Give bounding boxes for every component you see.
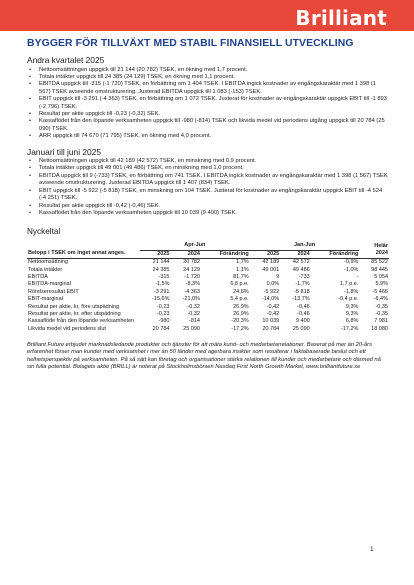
kpi-row-label: Likvida medel vid periodens slut [28,325,106,332]
kpi-cell: -1 720 [184,273,200,280]
kpi-row-label: EBITDA-marginal [28,281,71,288]
kpi-cell: 18 080 [371,325,388,332]
kpi-cell: 24 129 [183,266,200,273]
kpi-cell: -0,32 [187,303,200,310]
kpi-row-label: EBITDA [28,273,48,280]
kpi-cell: 9,3% [345,303,359,310]
kpi-row-label: Nettoomsättning [28,259,69,266]
kpi-cell: 1,7% [236,259,249,266]
kpi-cell: 5,9% [375,281,388,288]
q2-bullet: • EBIT uppgick till -3 291 (-4 363) TSEK, en förbättring om 1 072 TSEK. Justerat för kostnader av engångskaraktär uppgick EBIT till -1 893 (-2 796) TSEK. [27,96,389,111]
kpi-col-header: 2025 [250,250,281,258]
q2-bullet: • Totala intäkter uppgick till 24 385 (24 129) TSEK, en ökning med 1,1 procent. [27,74,389,81]
kpi-cell: -13,7% [292,296,310,303]
kpi-cell: 24,6% [233,288,249,295]
q2-bullet: • Resultat per aktie uppgick till -0,23 (-0,32) SEK. [27,111,389,118]
kpi-cell: -0,42 [266,310,280,317]
kpi-cell: -0,46 [297,303,310,310]
kpi-cell: -0,9% [344,259,359,266]
kpi-cell: -6,4% [373,296,388,303]
kpi-cell: 6,8 p.e. [230,281,249,288]
kpi-row-label: Resultat per aktie, kr, före utspädning [28,303,120,310]
kpi-column-header [27,250,389,258]
kpi-cell: -4 363 [184,288,200,295]
group-helar: Helår [374,242,388,249]
h1-bullet: • Kassaflödet från den löpande verksamheten uppgick till 10 039 (9 400) TSEK. [27,210,389,217]
kpi-cell: 6,8% [345,318,359,325]
kpi-row-label: Kassaflöde från den löpande verksamheten [28,318,135,325]
page-title: BYGGER FÖR TILLVÄXT MED STABIL FINANSIELL UTVECKLING [27,38,354,49]
kpi-row [27,281,389,288]
q2-bullet: • ARR uppgick till 74 670 (71 795) TSEK, en ökning med 4,0 procent. [27,133,389,140]
kpi-cell: -3 291 [153,288,170,295]
kpi-cell: -8,3% [185,281,200,288]
kpi-row [27,318,389,325]
kpi-cell: -5 818 [294,288,310,295]
company-description: Brilliant Future erbjuder marknadsledande produkter och tjänster för att mäta kund- och medarbetarrelationer. Baserat på mer än 20-års erfarenhet förser man kunder med verksamhet i mer än 50 länder med agerbara insikter som resulterar i faktabaserade beslut och ett helhetsperspektiv på verksamheten. På så sätt kan företag och organisationer stärka relationen till kunder och medarbetare och därmed nå sin fulla potential. Bolagets aktie (BRILL) är noterat på Stockholmsbörsen Nasdaq First North Growth Market, www.brilliantfuture.se [27,342,381,371]
kpi-cell: - [356,273,359,280]
kpi-cell: 85 522 [371,259,388,266]
kpi-cell: -17,2% [231,325,249,332]
q2-bullet-list [27,67,389,141]
h1-bullet: • Nettoomsättningen uppgick till 42 189 (42 572) TSEK, en minskning med 0,9 procent. [27,158,389,165]
kpi-cell: 98 445 [371,266,388,273]
kpi-cell: 20 784 [262,325,280,332]
nyckeltal-heading: Nyckeltal [27,227,61,237]
kpi-cell: -5 466 [372,288,388,295]
q2-bullet: • EBITDA uppgick till -315 (-1 720) TSEK, en förbättring om 1 404 TSEK. I EBITDA ingick kostnader av engångskaraktär med 1 398 (1 567) TSEK avseende omstrukturering. Justerad EBITDA uppgick till 1 083 (-153) TSEK. [27,81,389,96]
h1-bullet: • Totala intäkter uppgick till 49 001 (49 486) TSEK, en minskning med 1,0 procent. [27,165,389,172]
kpi-cell: -733 [298,273,310,280]
q2-bullet: • Nettoomsättningen uppgick till 21 144 (20 782) TSEK, en ökning med 1,7 procent. [27,67,389,74]
h1-bullet-list [27,158,389,217]
h1-bullet: • EBIT uppgick till -5 922 (-5 818) TSEK, en minskning om 104 TSEK. Justerat för kostnader av engångskaraktär uppgick EBIT till -4 524 (-4 251) TSEK. [27,188,389,203]
kpi-cell: 25 090 [183,325,200,332]
kpi-cell: -1,0% [344,266,359,273]
kpi-row [27,289,389,296]
report-page [27,38,389,371]
header-band [0,0,414,31]
group-apr-jun: Apr-Jun [140,242,250,250]
kpi-col-header: Förändring [311,250,360,258]
kpi-col-header: Förändring [201,250,250,258]
kpi-cell: -0,23 [156,303,170,310]
group-jan-jun: Jan-Jun [250,242,360,250]
kpi-col-header: Belopp i TSEK om inget annat anges. [27,250,140,258]
kpi-cell: -0,46 [297,310,310,317]
kpi-cell: 1,7 p.e. [340,281,359,288]
kpi-cell: 9 [276,273,280,280]
kpi-cell: -1,7% [295,281,310,288]
kpi-group-header [27,242,389,250]
kpi-cell: 26,9% [233,303,249,310]
kpi-cell: 20 782 [183,259,200,266]
kpi-col-header: 2024 [280,250,311,258]
kpi-row [27,274,389,281]
kpi-row-label: EBIT-marginal [28,296,63,303]
kpi-row [27,267,389,274]
kpi-cell: -20,3% [231,318,249,325]
kpi-cell: 7 981 [374,318,388,325]
kpi-cell: -1,5% [155,281,170,288]
kpi-cell: 21 144 [152,259,170,266]
kpi-table [27,242,389,333]
page-number: 1 [370,546,374,553]
kpi-row-label: Rörelseresultat EBIT [28,288,79,295]
kpi-cell: 9,3% [345,310,359,317]
kpi-cell: -0,35 [375,310,388,317]
kpi-row-label: Resultat per aktie, kr, efter utspädning [28,310,121,317]
h1-bullet: • Resultat per aktie uppgick till -0,42 (-0,46) SEK. [27,203,389,210]
kpi-cell: -5 922 [263,288,280,295]
kpi-cell: 49 486 [292,266,310,273]
kpi-cell: 26,9% [233,310,249,317]
kpi-row-label: Totala intäkter [28,266,63,273]
kpi-col-header: 2024 [171,250,202,258]
kpi-cell: 1,1% [236,266,249,273]
kpi-cell: -980 [158,318,170,325]
kpi-cell: -14,0% [261,296,280,303]
kpi-cell: -315 [158,273,170,280]
kpi-cell: 5 054 [374,273,388,280]
kpi-cell: 9 400 [295,318,310,325]
kpi-cell: 5,4 p.e. [230,296,249,303]
kpi-cell: 0,0% [266,281,280,288]
kpi-cell: 81,7% [233,273,249,280]
kpi-cell: -17,2% [340,325,359,332]
kpi-cell: -0,23 [156,310,170,317]
kpi-cell: 25 090 [292,325,310,332]
kpi-cell: 10 039 [262,318,280,325]
kpi-col-header: 2024 [359,250,389,258]
h1-bullet: • EBITDA uppgick till 9 (-733) TSEK, en förbättring om 741 TSEK. I EBITDA ingick kostnader av engångskaraktär med 1 398 (1 567) TSEK avseende omstrukturering. Justerad EBITDA uppgick till 1 407 (834) TSEK. [27,173,389,188]
kpi-row [27,296,389,303]
kpi-cell: -15,6% [152,296,170,303]
kpi-cell: -0,42 [266,303,280,310]
kpi-row [27,326,389,333]
h1-heading: Januari till juni 2025 [27,146,102,157]
kpi-row [27,304,389,311]
kpi-cell: -0,32 [187,310,200,317]
q2-bullet: • Kassaflödet från den löpande verksamheten uppgick till -980 (-814) TSEK och likvida medel vid periodens utgång uppgick till 20 784 (25 090) TSEK. [27,118,389,133]
kpi-cell: -814 [188,318,200,325]
kpi-cell: -21,0% [182,296,200,303]
kpi-col-header: 2025 [140,250,171,258]
kpi-cell: 42 189 [262,259,280,266]
kpi-row [27,259,389,267]
kpi-cell: -0,4 p.e. [338,296,359,303]
kpi-cell: -0,35 [375,303,388,310]
kpi-cell: 20 784 [152,325,170,332]
brilliant-logo: Brilliant [295,6,387,30]
q2-heading: Andra kvartalet 2025 [27,55,105,65]
kpi-cell: 24 385 [152,266,170,273]
kpi-cell: 42 572 [292,259,310,266]
kpi-cell: -1,8% [344,288,359,295]
kpi-cell: 49 001 [262,266,280,273]
